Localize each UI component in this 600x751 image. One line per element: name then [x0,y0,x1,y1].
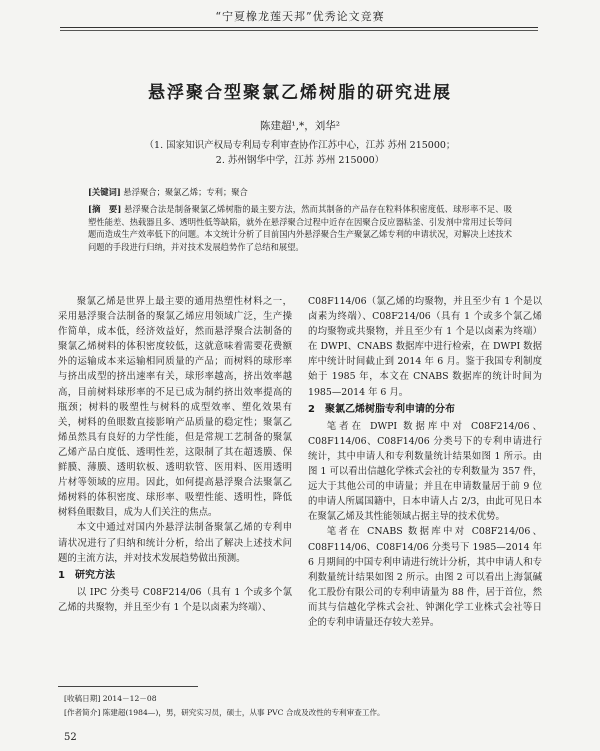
left-column [58,294,292,615]
abstract-text: 悬浮聚合法是制备聚氯乙烯树脂的最主要方法，然而其制备的产品存在粒料体积密度低、球形率不足、吸塑性能差、热载器且多、透明性低等缺陷，就外在悬浮聚合过程中近存在因聚合反应器粘釜、引发剂中常用过长等问题而造成生产效率低下的问题。本文统计分析了目前国内外悬浮聚合生产聚氯乙烯专利的申请状况，对解决上述技术问题的手段进行归纳，并对技术发展趋势作了总结和展望。 [88,204,512,252]
intro-paragraph-1: 聚氯乙烯是世界上最主要的通用热塑性材料之一，采用悬浮聚合法制备的聚氯乙烯应用领域广泛，生产操作简单，成本低，经济效益好，然而悬浮聚合法制备的聚氯乙烯树料的体积密度较低，这就意味着需要花费额外的运输成本来运输相同质量的产品；而树料的球形率与挤出成型的挤出速率有关，球形率越高，挤出效率越高，目前树料球形率的不足已成为制约挤出效率提高的瓶颈；树料的吸塑性与树料的成型效率、塑化效果有关，树料的鱼眼数直接影响产品质量的稳定性；聚氯乙烯虽然具有良好的力学性能，但是常规工艺制备的聚氯乙烯产品白度低、透明性差，这限制了其在超透膜、保鲜膜、薄膜、透明软板、透明软管、医用料、医用透明片材等领域的应用。因此，如何提高悬浮聚合法聚氯乙烯树料的体积密度、球形率、吸塑性能、透明性，降低树料鱼眼数目，成为人们关注的焦点。 [58,296,292,519]
keywords-text: 悬浮聚合；聚氯乙烯；专利；聚合 [123,187,248,197]
section-2-heading: 2 聚氯乙烯树脂专利申请的分布 [308,403,455,415]
section-1-heading: 1 研究方法 [58,569,115,581]
keywords-label: [关键词] [88,187,121,197]
journal-header: “宁夏橡龙莲天邦”优秀论文竞赛 [215,10,385,23]
footnote-author-bio: [作者简介] 陈建超(1984—)，男，研究实习员，硕士，从事 PVC 合成及改性的专利审查工作。 [64,708,385,717]
keywords-block [88,186,512,199]
method-continued-paragraph: C08F114/06（氯乙烯的均聚物，并且至少有 1 个是以卤素为终端）、C08F214/06（具有 1 个或多个氯乙烯的均聚物或共聚物，并且至少有 1 个是以卤素为终端）在 DWPI、CNABS 数据库中进行检索，在 DWPI 数据库中统计时间截止到 2014 年 6 月。鉴于我国专利制度始于 1985 年，本文在 CNABS 数据库的统计时间为 1985—2014 年 6 月。 [308,296,542,398]
abstract-label: [摘 要] [88,204,122,214]
affiliation-2: 2. 苏州钢华中学，江苏 苏州 215000） [215,155,385,166]
abstract-block [88,203,512,253]
footnote-rule [58,686,198,687]
section-2-paragraph-1: 笔者在 DWPI 数据库中对 C08F214/06、C08F114/06、C08F14/06 分类号下的专利申请进行统计，其中申请人和专利数量统计结果如图 1 所示。由图 1 可以看出信越化学株式会社的专利数量为 357 件，远大于其他公司的申请量；并且在申请数量居于前 9 位的申请人所属国籍中，日本申请人占 2/3，由此可见日本在聚氯乙烯及其性能领域占据主导的技术优势。 [308,420,542,523]
header-rule [60,27,538,28]
affiliation-1: （1. 国家知识产权局专利局专利审查协作江苏中心，江苏 苏州 215000； [144,140,456,151]
footnote-received: [收稿日期] 2014－12－08 [64,694,157,703]
page-number: 52 [64,732,77,743]
paper-authors: 陈建超¹,*，刘华² [259,120,340,132]
paper-title: 悬浮聚合型聚氯乙烯树脂的研究进展 [148,83,452,103]
section-1-paragraph: 以 IPC 分类号 C08F214/06（具有 1 个或多个氯乙烯的共聚物，并且至少有 1 个是以卤素为终端）、 [58,586,292,613]
section-2-paragraph-2: 笔者在 CNABS 数据库中对 C08F214/06、C08F114/06、C08F14/06 分类号下 1985—2014 年 6 月期间的中国专利申请进行统计分析，其中申请人和专利数量统计结果如图 2 所示。由图 2 可以看出上海氯碱化工股份有限公司的专利申请量为 88 件，居于首位，然而其与信越化学株式会社、钟渊化学工业株式会社等日企的专利申请量还存较大差异。 [308,526,542,628]
right-column [308,294,542,630]
intro-paragraph-2: 本文中通过对国内外悬浮法制备聚氯乙烯的专利申请状况进行了归纳和统计分析，给出了解决上述技术问题的主流方法，并对技术发展趋势做出预测。 [58,522,292,564]
header-rule-thin [60,30,538,31]
